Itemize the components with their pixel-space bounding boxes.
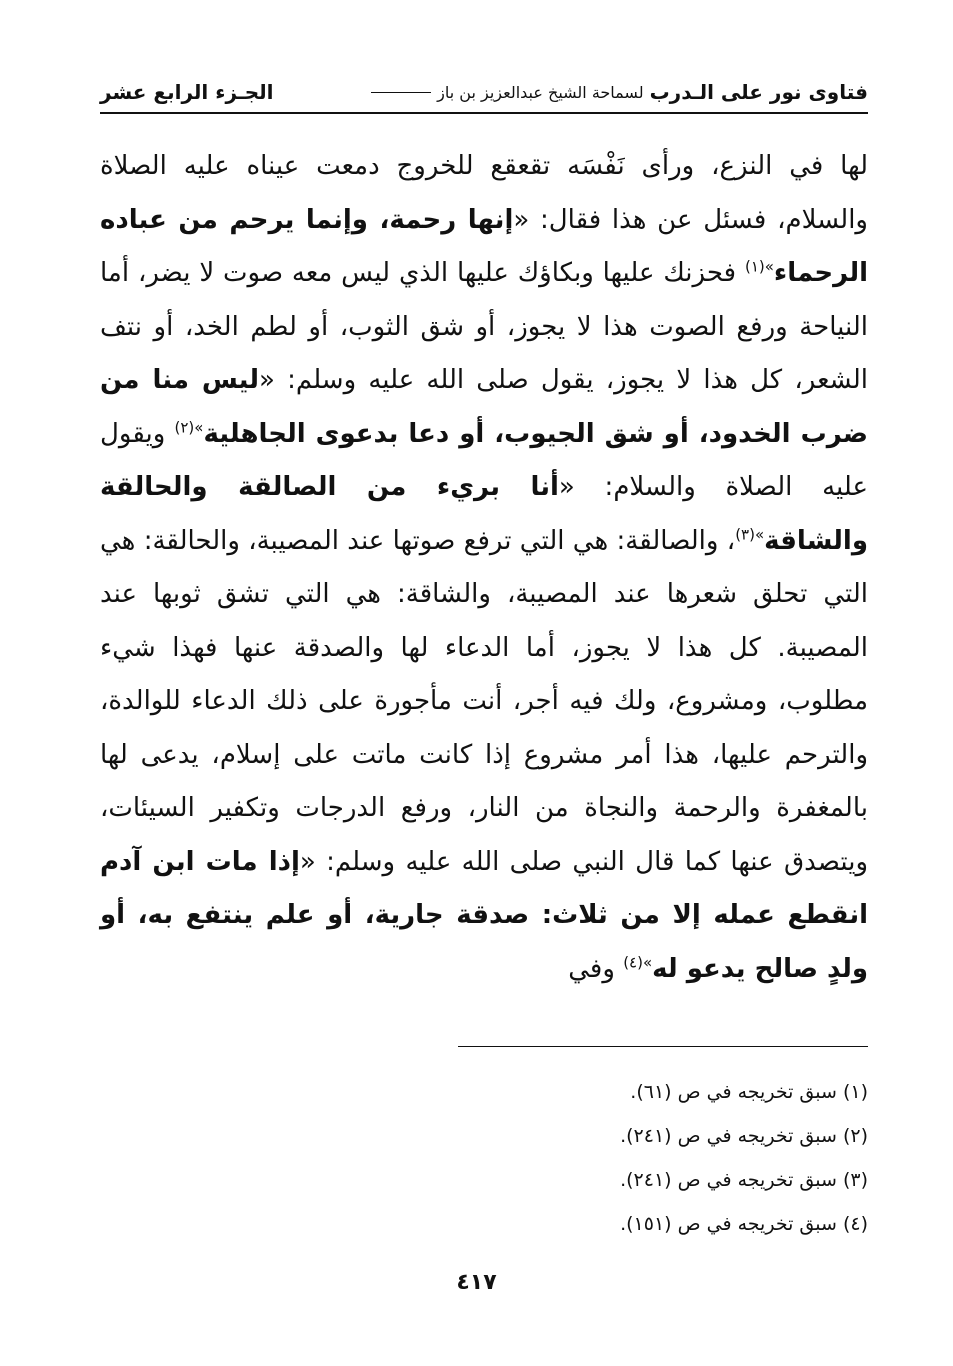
hadith-quote: إنها رحمة، وإنما يرحم من عباده الرحماء [100,204,868,288]
volume-label: الجـزء الرابع عشر [100,80,274,104]
text-run: ويقول عليه الصلاة والسلام: « [100,418,869,502]
footnote: (١) سبق تخريجه في ص (٦١). [630,1081,868,1103]
footnote-ref[interactable]: »(٣) [735,524,765,543]
footnote-divider [458,1046,868,1047]
footnote-ref[interactable]: »(٢) [174,417,204,436]
hadith-quote: إذا مات ابن آدم انقطع عمله إلا من ثلاث: صدقة جارية، أو علم ينتفع به، أو ولدٍ صالح يدعو له [100,846,868,984]
fatwa-paragraph [100,140,868,996]
hadith-quote: ليس منا من ضرب الخدود، أو شق الجيوب، أو دعا بدعوى الجاهلية [100,365,869,449]
header-book-info [371,80,868,104]
main-text [100,140,868,996]
header-divider [100,112,868,114]
footnote: (٣) سبق تخريجه في ص (٢٤١). [620,1169,868,1191]
text-run: وفي [568,953,624,984]
book-title: فتاوى نور على الـدرب [649,80,868,104]
header-dash [371,92,431,93]
hadith-quote: أنا بريء من الصالقة والحالقة والشاقة [100,472,868,556]
footnote-ref[interactable]: »(٤) [623,952,653,971]
footnotes [100,1070,868,1246]
footnote-ref[interactable]: »(١) [744,257,774,276]
text-run: فحزنك عليها وبكاؤك عليها الذي ليس معه صوت لا يضر، أما النياحة ورفع الصوت هذا لا يجوز، أو شق الثوب، أو لطم الخد، أو نتف الشعر، كل هذا لا يجوز، يقول صلى الله عليه وسلم: « [100,258,868,395]
footnote: (٤) سبق تخريجه في ص (١٥١). [620,1213,868,1235]
footnote: (٢) سبق تخريجه في ص (٢٤١). [620,1125,868,1147]
text-run: لها في النزع، ورأى نَفْسَه تقعقع للخروج دمعت عيناه عليه الصلاة والسلام، فسئل عن هذا فقال: « [100,151,868,235]
author-name: لسماحة الشيخ عبدالعزيز بن باز [437,82,644,102]
page-number: ٤١٧ [456,1270,497,1295]
text-run: ، والصالقة: هي التي ترفع صوتها عند المصيبة، والحالقة: هي التي تحلق شعرها عند المصيبة، والشاقة: هي التي تشق ثوبها عند المصيبة. كل هذا لا يجوز، أما الدعاء لها والصدقة عنها فهذا شيء مطلوب، ومشروع، ولك فيه أجر، أنت مأجورة على ذلك الدعاء للوالدة، والترحم عليها، هذا أمر مشروع إذا كانت ماتت على إسلام، يدعى لها بالمغفرة والرحمة والنجاة من النار، ورفع الدرجات وتكفير السيئات، ويتصدق عنها كما قال النبي صلى الله عليه وسلم: « [100,525,868,877]
running-header [100,72,868,112]
